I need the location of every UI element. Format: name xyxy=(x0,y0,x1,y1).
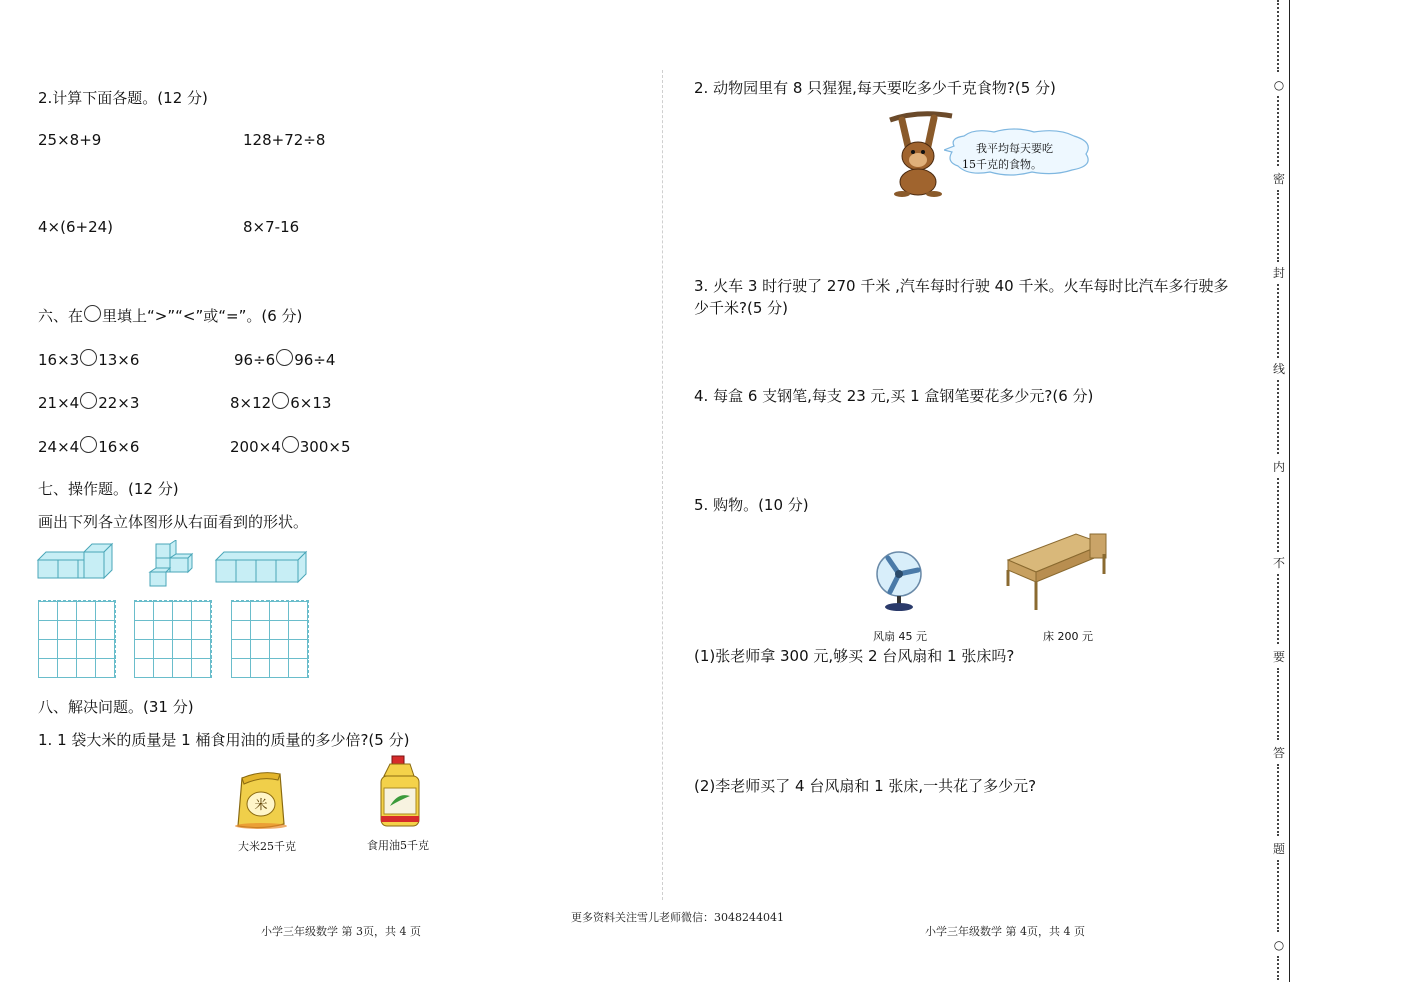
seal-char: 线 xyxy=(1272,362,1285,376)
circle-blank-icon xyxy=(84,305,101,322)
q8-title: 八、解决问题。(31 分) xyxy=(38,698,194,716)
answer-circle[interactable] xyxy=(276,349,293,366)
answer-circle[interactable] xyxy=(272,392,289,409)
compare-item-5 xyxy=(38,436,139,456)
q6-title-part-a: 六、在 xyxy=(38,307,84,325)
answer-circle[interactable] xyxy=(80,349,97,366)
compare-left: 24×4 xyxy=(38,438,80,456)
rice-label: 大米25千克 xyxy=(238,840,296,853)
q6-title-part-b: 里填上“>”“<”或“=”。(6 分) xyxy=(102,307,303,325)
seal-dots xyxy=(1277,574,1283,644)
cube-figure-3 xyxy=(214,548,308,584)
seal-char: 封 xyxy=(1272,266,1285,280)
binding-line xyxy=(1289,0,1290,982)
footer-center: 更多资料关注雪儿老师微信：3048244041 xyxy=(571,911,784,924)
compare-left: 200×4 xyxy=(230,438,281,456)
calc-item-4: 8×7-16 xyxy=(243,218,300,236)
drawing-grid-3[interactable] xyxy=(231,600,309,678)
answer-circle[interactable] xyxy=(80,392,97,409)
seal-dots xyxy=(1277,478,1283,552)
seal-dots xyxy=(1277,956,1283,980)
drawing-grid-1[interactable] xyxy=(38,600,116,678)
q8-2: 2. 动物园里有 8 只猩猩,每天要吃多少千克食物?(5 分) xyxy=(694,79,1056,97)
compare-left: 8×12 xyxy=(230,394,272,412)
seal-dots xyxy=(1277,96,1283,166)
bed-icon xyxy=(1004,530,1108,614)
seal-char: 要 xyxy=(1272,650,1285,664)
answer-circle[interactable] xyxy=(282,436,299,453)
rice-bag-mark: 米 xyxy=(254,798,268,813)
q8-5: 5. 购物。(10 分) xyxy=(694,496,809,514)
compare-item-6 xyxy=(230,436,351,456)
seal-char: 密 xyxy=(1272,172,1285,186)
oil-label: 食用油5千克 xyxy=(367,839,429,852)
seal-char: 答 xyxy=(1272,746,1285,760)
q8-5-1: (1)张老师拿 300 元,够买 2 台风扇和 1 张床吗? xyxy=(694,647,1015,665)
q8-5-2: (2)李老师买了 4 台风扇和 1 张床,一共花了多少元? xyxy=(694,777,1037,795)
seal-dots xyxy=(1277,190,1283,262)
compare-right: 96÷4 xyxy=(294,351,336,369)
page-divider xyxy=(662,70,663,900)
compare-item-4 xyxy=(230,392,331,412)
compare-left: 21×4 xyxy=(38,394,80,412)
seal-char: 内 xyxy=(1272,460,1285,474)
compare-right: 300×5 xyxy=(299,438,351,456)
q8-1: 1. 1 袋大米的质量是 1 桶食用油的质量的多少倍?(5 分) xyxy=(38,731,410,749)
bubble-line-1: 我平均每天要吃 xyxy=(976,142,1053,155)
calc-item-3: 4×(6+24) xyxy=(38,218,114,236)
cube-figure-1 xyxy=(36,540,116,582)
compare-item-2 xyxy=(234,349,335,369)
cube-figure-2 xyxy=(146,540,196,590)
q8-4: 4. 每盒 6 支钢笔,每支 23 元,买 1 盒钢笔要花多少元?(6 分) xyxy=(694,387,1094,405)
q8-3-line-2: 少千米?(5 分) xyxy=(694,299,788,317)
seal-char: ○ xyxy=(1273,78,1285,92)
seal-dots xyxy=(1277,860,1283,932)
seal-dots xyxy=(1277,764,1283,836)
calc-item-1: 25×8+9 xyxy=(38,131,102,149)
footer-left: 小学三年级数学 第 3页，共 4 页 xyxy=(261,925,421,938)
compare-left: 96÷6 xyxy=(234,351,276,369)
compare-right: 22×3 xyxy=(98,394,140,412)
q2-title: 2.计算下面各题。(12 分) xyxy=(38,89,208,107)
seal-char: 不 xyxy=(1272,556,1285,570)
fan-label: 风扇 45 元 xyxy=(873,630,927,643)
compare-right: 13×6 xyxy=(98,351,140,369)
compare-item-1 xyxy=(38,349,139,369)
seal-char: 题 xyxy=(1272,842,1285,856)
bed-label: 床 200 元 xyxy=(1043,630,1093,643)
compare-right: 6×13 xyxy=(290,394,332,412)
q6-title xyxy=(38,305,302,325)
footer-right: 小学三年级数学 第 4页，共 4 页 xyxy=(925,925,1085,938)
seal-strip xyxy=(1271,0,1287,982)
fan-icon xyxy=(874,550,924,612)
oil-bottle-icon xyxy=(376,754,424,832)
drawing-grid-2[interactable] xyxy=(134,600,212,678)
seal-dots xyxy=(1277,380,1283,454)
seal-char: ○ xyxy=(1273,938,1285,952)
q8-3-line-1: 3. 火车 3 时行驶了 270 千米 ,汽车每时行驶 40 千米。火车每时比汽车多行驶多 xyxy=(694,277,1229,295)
compare-right: 16×6 xyxy=(98,438,140,456)
seal-dots xyxy=(1277,0,1283,72)
answer-circle[interactable] xyxy=(80,436,97,453)
bubble-line-2: 15千克的食物。 xyxy=(962,158,1042,171)
compare-left: 16×3 xyxy=(38,351,80,369)
seal-dots xyxy=(1277,668,1283,740)
q7-description: 画出下列各立体图形从右面看到的形状。 xyxy=(38,513,309,531)
calc-item-2: 128+72÷8 xyxy=(243,131,326,149)
rice-bag-icon xyxy=(234,768,288,832)
compare-item-3 xyxy=(38,392,139,412)
q7-title: 七、操作题。(12 分) xyxy=(38,480,179,498)
seal-dots xyxy=(1277,284,1283,358)
